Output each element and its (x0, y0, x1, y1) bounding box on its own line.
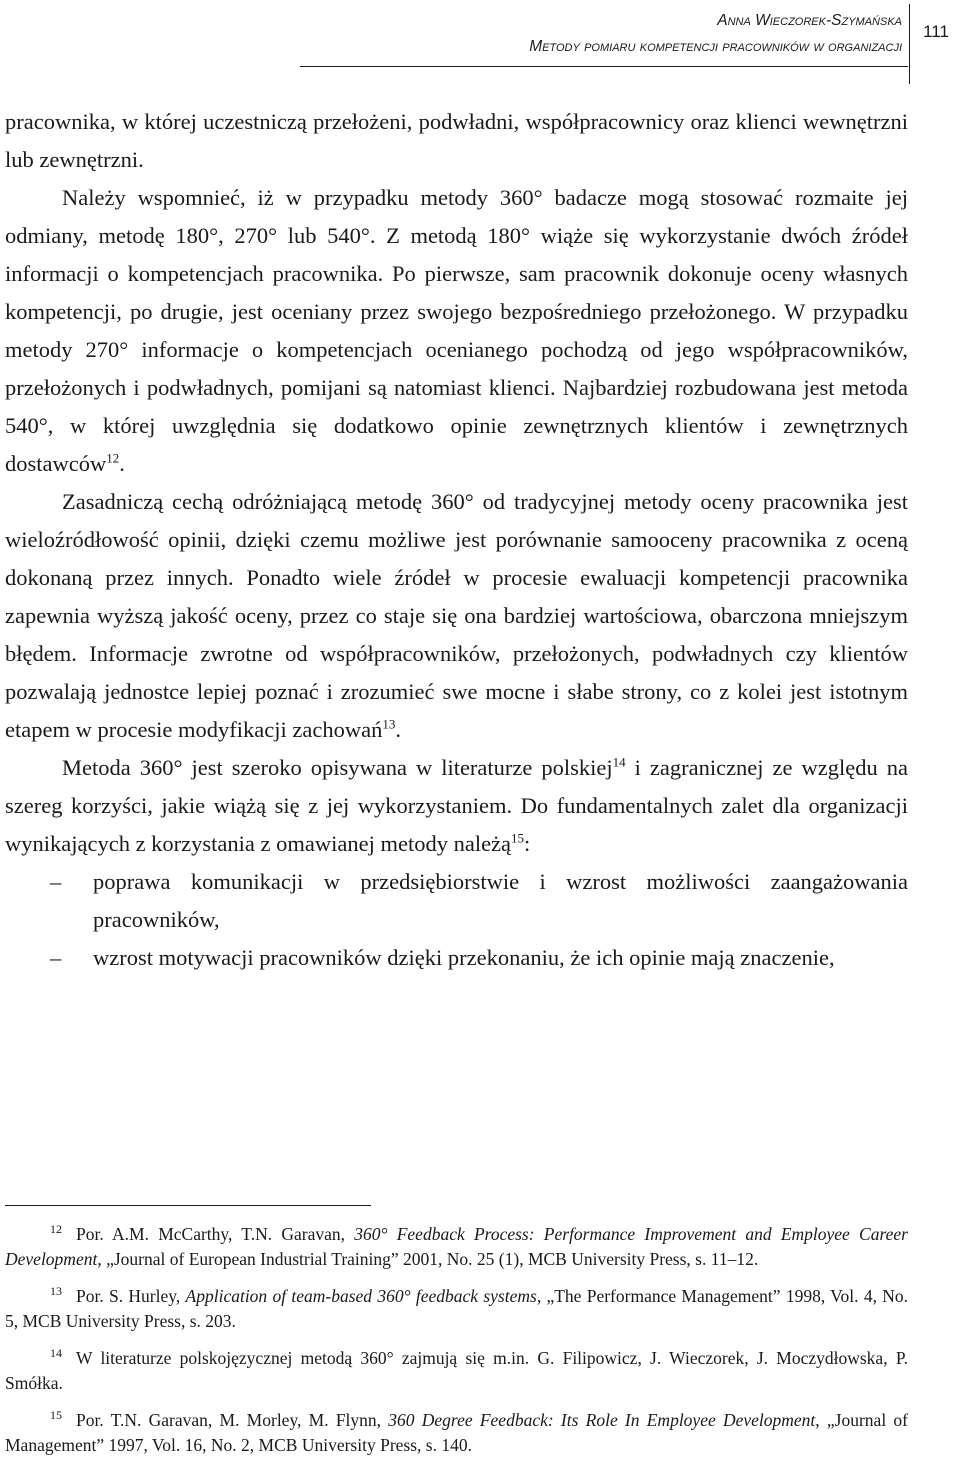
paragraph-4-end: : (524, 831, 531, 856)
footnote-15: $^{15}$ Por. T.N. Garavan, M. Morley, M. Flynn, 360 Degree Feedback: Its Role In Employee Development, „Journal of Management” 1997, Vol. 16, No. 2, MCB University Press, s. 140. (5, 1408, 908, 1455)
footnote-title: 360° Feedback Process: Performance Improvement and Employee Career Development (5, 1224, 908, 1269)
footnote-source: , „Journal of European Industrial Training” 2001, No. 25 (1), MCB University Press, s. 11–12. (97, 1249, 759, 1269)
benefits-list (5, 863, 908, 977)
footnote-ref-14[interactable]: 14 (612, 754, 626, 770)
author-line: Anna Wieczorek-Szymańska (717, 12, 902, 29)
header-rule (300, 66, 908, 67)
footnote-source: , „Journal of Management” 1997, Vol. 16, No. 2, MCB University Press, s. 140. (5, 1410, 908, 1455)
footnote-text: Por. T.N. Garavan, M. Morley, M. Flynn, (76, 1410, 389, 1430)
paragraph-4 (5, 749, 908, 863)
footnote-title: Application of team-based 360° feedback systems (185, 1286, 537, 1306)
paragraph-1: pracownika, w której uczestniczą przełożeni, podwładni, współpracownicy oraz klienci wewnętrzni lub zewnętrzni. (5, 109, 908, 172)
footnote-13: $^{13}$ Por. S. Hurley, Application of team-based 360° feedback systems, „The Performance Management” 1998, Vol. 4, No. 5, MCB University Press, s. 203. (5, 1284, 909, 1331)
footnote-ref-13[interactable]: 13 (382, 716, 396, 732)
running-header (0, 0, 960, 84)
header-vertical-rule (909, 4, 910, 84)
footnote-text: Por. S. Hurley, (76, 1286, 186, 1306)
footnote-ref-12[interactable]: 12 (106, 450, 120, 466)
paragraph-2 (5, 179, 908, 483)
paragraph-3 (5, 483, 908, 749)
footnote-12: $^{12}$ Por. A.M. McCarthy, T.N. Garavan, 360° Feedback Process: Performance Improvement and Employee Career Development, „Journal of European Industrial Training” 2001, No. 25 (1), MCB University Press, s. 11–12. (5, 1222, 908, 1269)
list-item-text: wzrost motywacji pracowników dzięki przekonaniu, że ich opinie mają znaczenie, (93, 945, 835, 970)
footnote-text: Por. A.M. McCarthy, T.N. Garavan, (76, 1224, 355, 1244)
paragraph-2-end: . (119, 451, 125, 476)
footnote-text: W literaturze polskojęzycznej metodą 360° zajmują się m.in. G. Filipowicz, J. Wieczorek, J. Moczydłowska, P. Smółka. (5, 1348, 908, 1393)
body-text (5, 103, 908, 977)
paragraph-4-text-b: i zagranicznej ze względu na szereg korzyści, jakie wiążą się z jej wykorzystaniem. Do fundamentalnych zalet dla organizacji wynikających z korzystania z omawianej metody należą (5, 755, 908, 856)
footnotes (5, 1222, 908, 1470)
footnote-rule (5, 1205, 371, 1206)
paragraph-4-text-a: Metoda 360° jest szeroko opisywana w literaturze polskiej (62, 755, 613, 780)
running-head (529, 8, 902, 60)
list-dash: – (50, 869, 62, 894)
list-item (5, 939, 908, 977)
list-dash: – (50, 945, 62, 970)
paragraph-3-end: . (395, 717, 401, 742)
footnote-source: , „The Performance Management” 1998, Vol. 4, No. 5, MCB University Press, s. 203. (5, 1286, 909, 1331)
footnote-14: $^{14}$ W literaturze polskojęzycznej metodą 360° zajmują się m.in. G. Filipowicz, J. Wieczorek, J. Moczydłowska, P. Smółka. (5, 1346, 908, 1393)
paragraph-2-text: Należy wspomnieć, iż w przypadku metody 360° badacze mogą stosować rozmaite jej odmiany, metodę 180°, 270° lub 540°. Z metodą 180° wiąże się wykorzystanie dwóch źródeł informacji o kompetencjach pracownika. Po pierwsze, sam pracownik dokonuje oceny własnych kompetencji, po drugie, jest oceniany przez swojego bezpośredniego przełożonego. W przypadku metody 270° informacje o kompetencjach ocenianego pochodzą od jego współpracowników, przełożonych i podwładnych, pomijani są natomiast klienci. Najbardziej rozbudowana jest metoda 540°, w której uwzględnia się dodatkowo opinie zewnętrznych klientów i zewnętrznych dostawców (5, 185, 908, 476)
paragraph-3-text: Zasadniczą cechą odróżniającą metodę 360° od tradycyjnej metody oceny pracownika jest wieloźródłowość opinii, dzięki czemu możliwe jest porównanie samooceny pracownika z oceną dokonaną przez innych. Ponadto wiele źródeł w procesie ewaluacji kompetencji pracownika zapewnia wyższą jakość oceny, przez co staje się ona bardziej wartościowa, obarczona mniejszym błędem. Informacje zwrotne od współpracowników, przełożonych, podwładnych czy klientów pozwalają jednostce lepiej poznać i zrozumieć swe mocne i słabe strony, co z kolei jest istotnym etapem w procesie modyfikacji zachowań (5, 489, 908, 742)
page-number: 111 (923, 22, 949, 41)
list-item (5, 863, 908, 939)
footnote-title: 360 Degree Feedback: Its Role In Employee Development (388, 1410, 816, 1430)
title-line: Metody pomiaru kompetencji pracowników w organizacji (529, 38, 902, 55)
footnote-ref-15[interactable]: 15 (511, 830, 525, 846)
list-item-text: poprawa komunikacji w przedsiębiorstwie i wzrost możliwości zaangażowania pracowników, (93, 869, 908, 932)
